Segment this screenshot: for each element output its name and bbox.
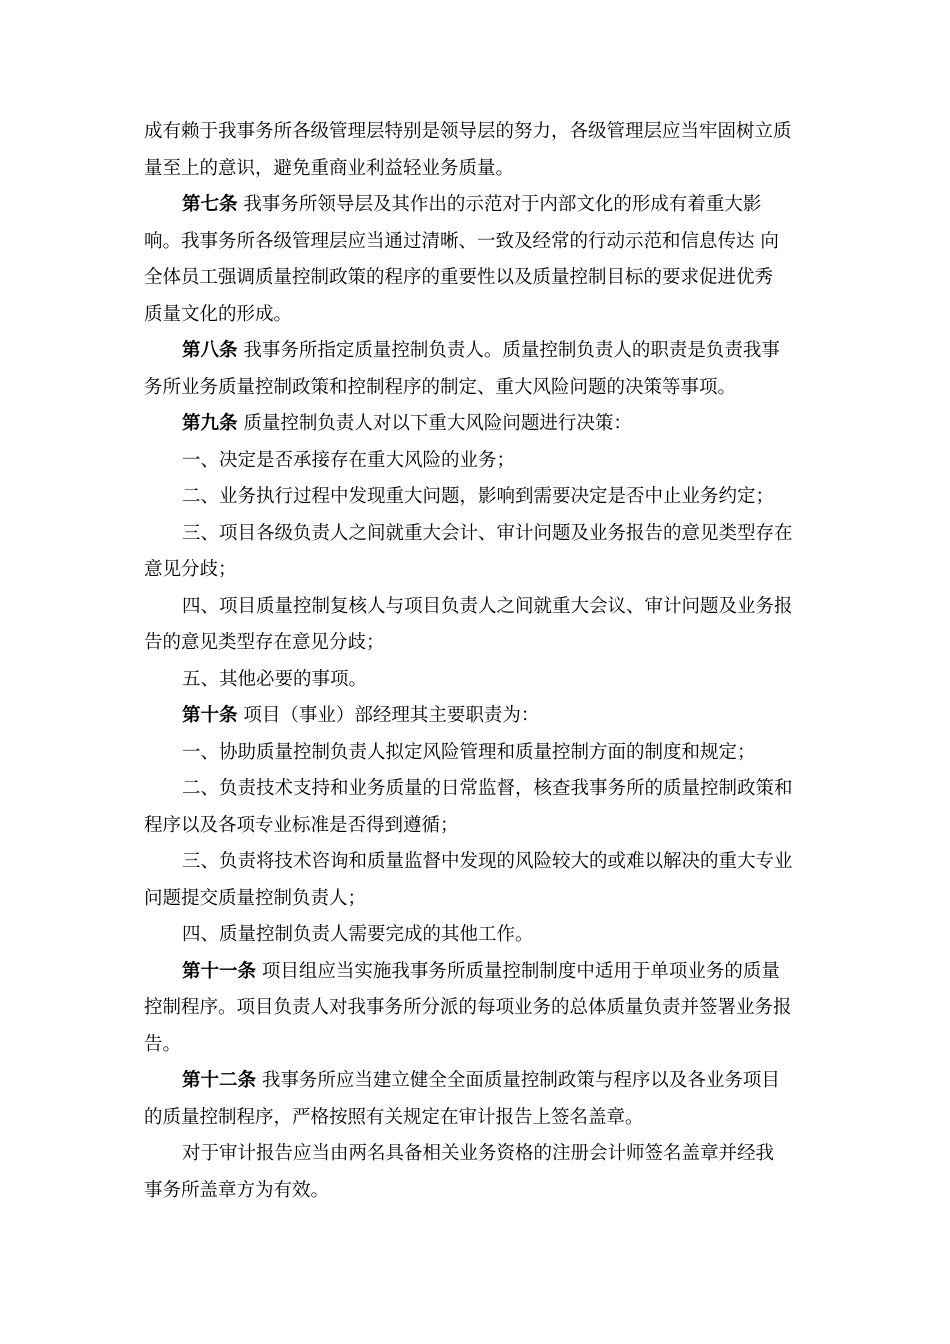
text-line: 响。我事务所各级管理层应当通过清晰、一致及经常的行动示范和信息传达 向 [144,230,779,252]
article-heading: 第十条 [182,705,238,726]
text-line: 的质量控制程序，严格按照有关规定在审计报告上签名盖章。 [144,1106,644,1128]
article-text: 质量控制负责人对以下重大风险问题进行决策： [237,413,632,434]
list-item: 四、质量控制负责人需要完成的其他工作。 [182,924,534,945]
text-line: 成有赖于我事务所各级管理层特别是领导层的努力，各级管理层应当牢固树立质 [144,121,792,142]
article-heading: 第八条 [182,340,238,361]
text-line: 量至上的意识，避免重商业利益轻业务质量。 [144,157,515,179]
article-7-line [144,187,812,224]
article-9-line [144,406,812,443]
list-item: 三、项目各级负责人之间就重大会计、审计问题及业务报告的意见类型存在 [182,522,793,544]
article-heading: 第七条 [182,194,238,215]
article-text: 我事务所指定质量控制负责人。质量控制负责人的职责是负责我事 [237,340,780,361]
list-item: 四、项目质量控制复核人与项目负责人之间就重大会议、审计问题及业务报 [182,595,793,617]
article-heading: 第十一条 [182,960,257,982]
article-text: 我事务所领导层及其作出的示范对于内部文化的形成有着重大影 [237,194,762,215]
list-item: 二、负责技术支持和业务质量的日常监督，核查我事务所的质量控制政策和 [182,778,793,799]
list-item: 一、决定是否承接存在重大风险的业务； [182,449,516,471]
text-line: 务所业务质量控制政策和控制程序的制定、重大风险问题的决策等事项。 [144,376,737,398]
text-line: 控制程序。项目负责人对我事务所分派的每项业务的总体质量负责并签署业务报 [144,997,792,1018]
text-line: 质量文化的形成。 [144,303,293,325]
article-11-line [144,954,812,991]
article-text: 我事务所应当建立健全全面质量控制政策与程序以及各业务项目 [256,1070,780,1091]
article-10-line [144,698,812,735]
text-line: 意见分歧； [144,559,237,580]
text-line: 事务所盖章方为有效。 [144,1179,330,1201]
list-item: 一、协助质量控制负责人拟定风险管理和质量控制方面的制度和规定； [182,741,756,763]
article-12-line [144,1063,812,1100]
list-item: 三、负责将技术咨询和质量监督中发现的风险较大的或难以解决的重大专业 [182,851,793,872]
text-line: 程序以及各项专业标准是否得到遵循； [144,814,459,836]
text-line: 全体员工强调质量控制政策的程序的重要性以及质量控制目标的要求促进优秀 [144,267,774,288]
text-line: 告的意见类型存在意见分歧； [144,632,385,653]
list-item: 五、其他必要的事项。 [182,668,368,690]
text-line: 告。 [144,1033,182,1055]
list-item: 二、业务执行过程中发现重大问题，影响到需要决定是否中止业务约定； [182,486,775,507]
article-text: 项目组应当实施我事务所质量控制制度中适用于单项业务的质量 [256,960,780,982]
article-text: 项目（事业）部经理其主要职责为： [237,705,540,726]
article-8-line [144,333,812,370]
paragraph-line: 对于审计报告应当由两名具备相关业务资格的注册会计师签名盖章并经我 [182,1143,775,1164]
text-line: 问题提交质量控制负责人； [144,887,367,909]
document-body [144,114,812,1209]
article-heading: 第九条 [182,413,238,434]
article-heading: 第十二条 [182,1070,257,1091]
